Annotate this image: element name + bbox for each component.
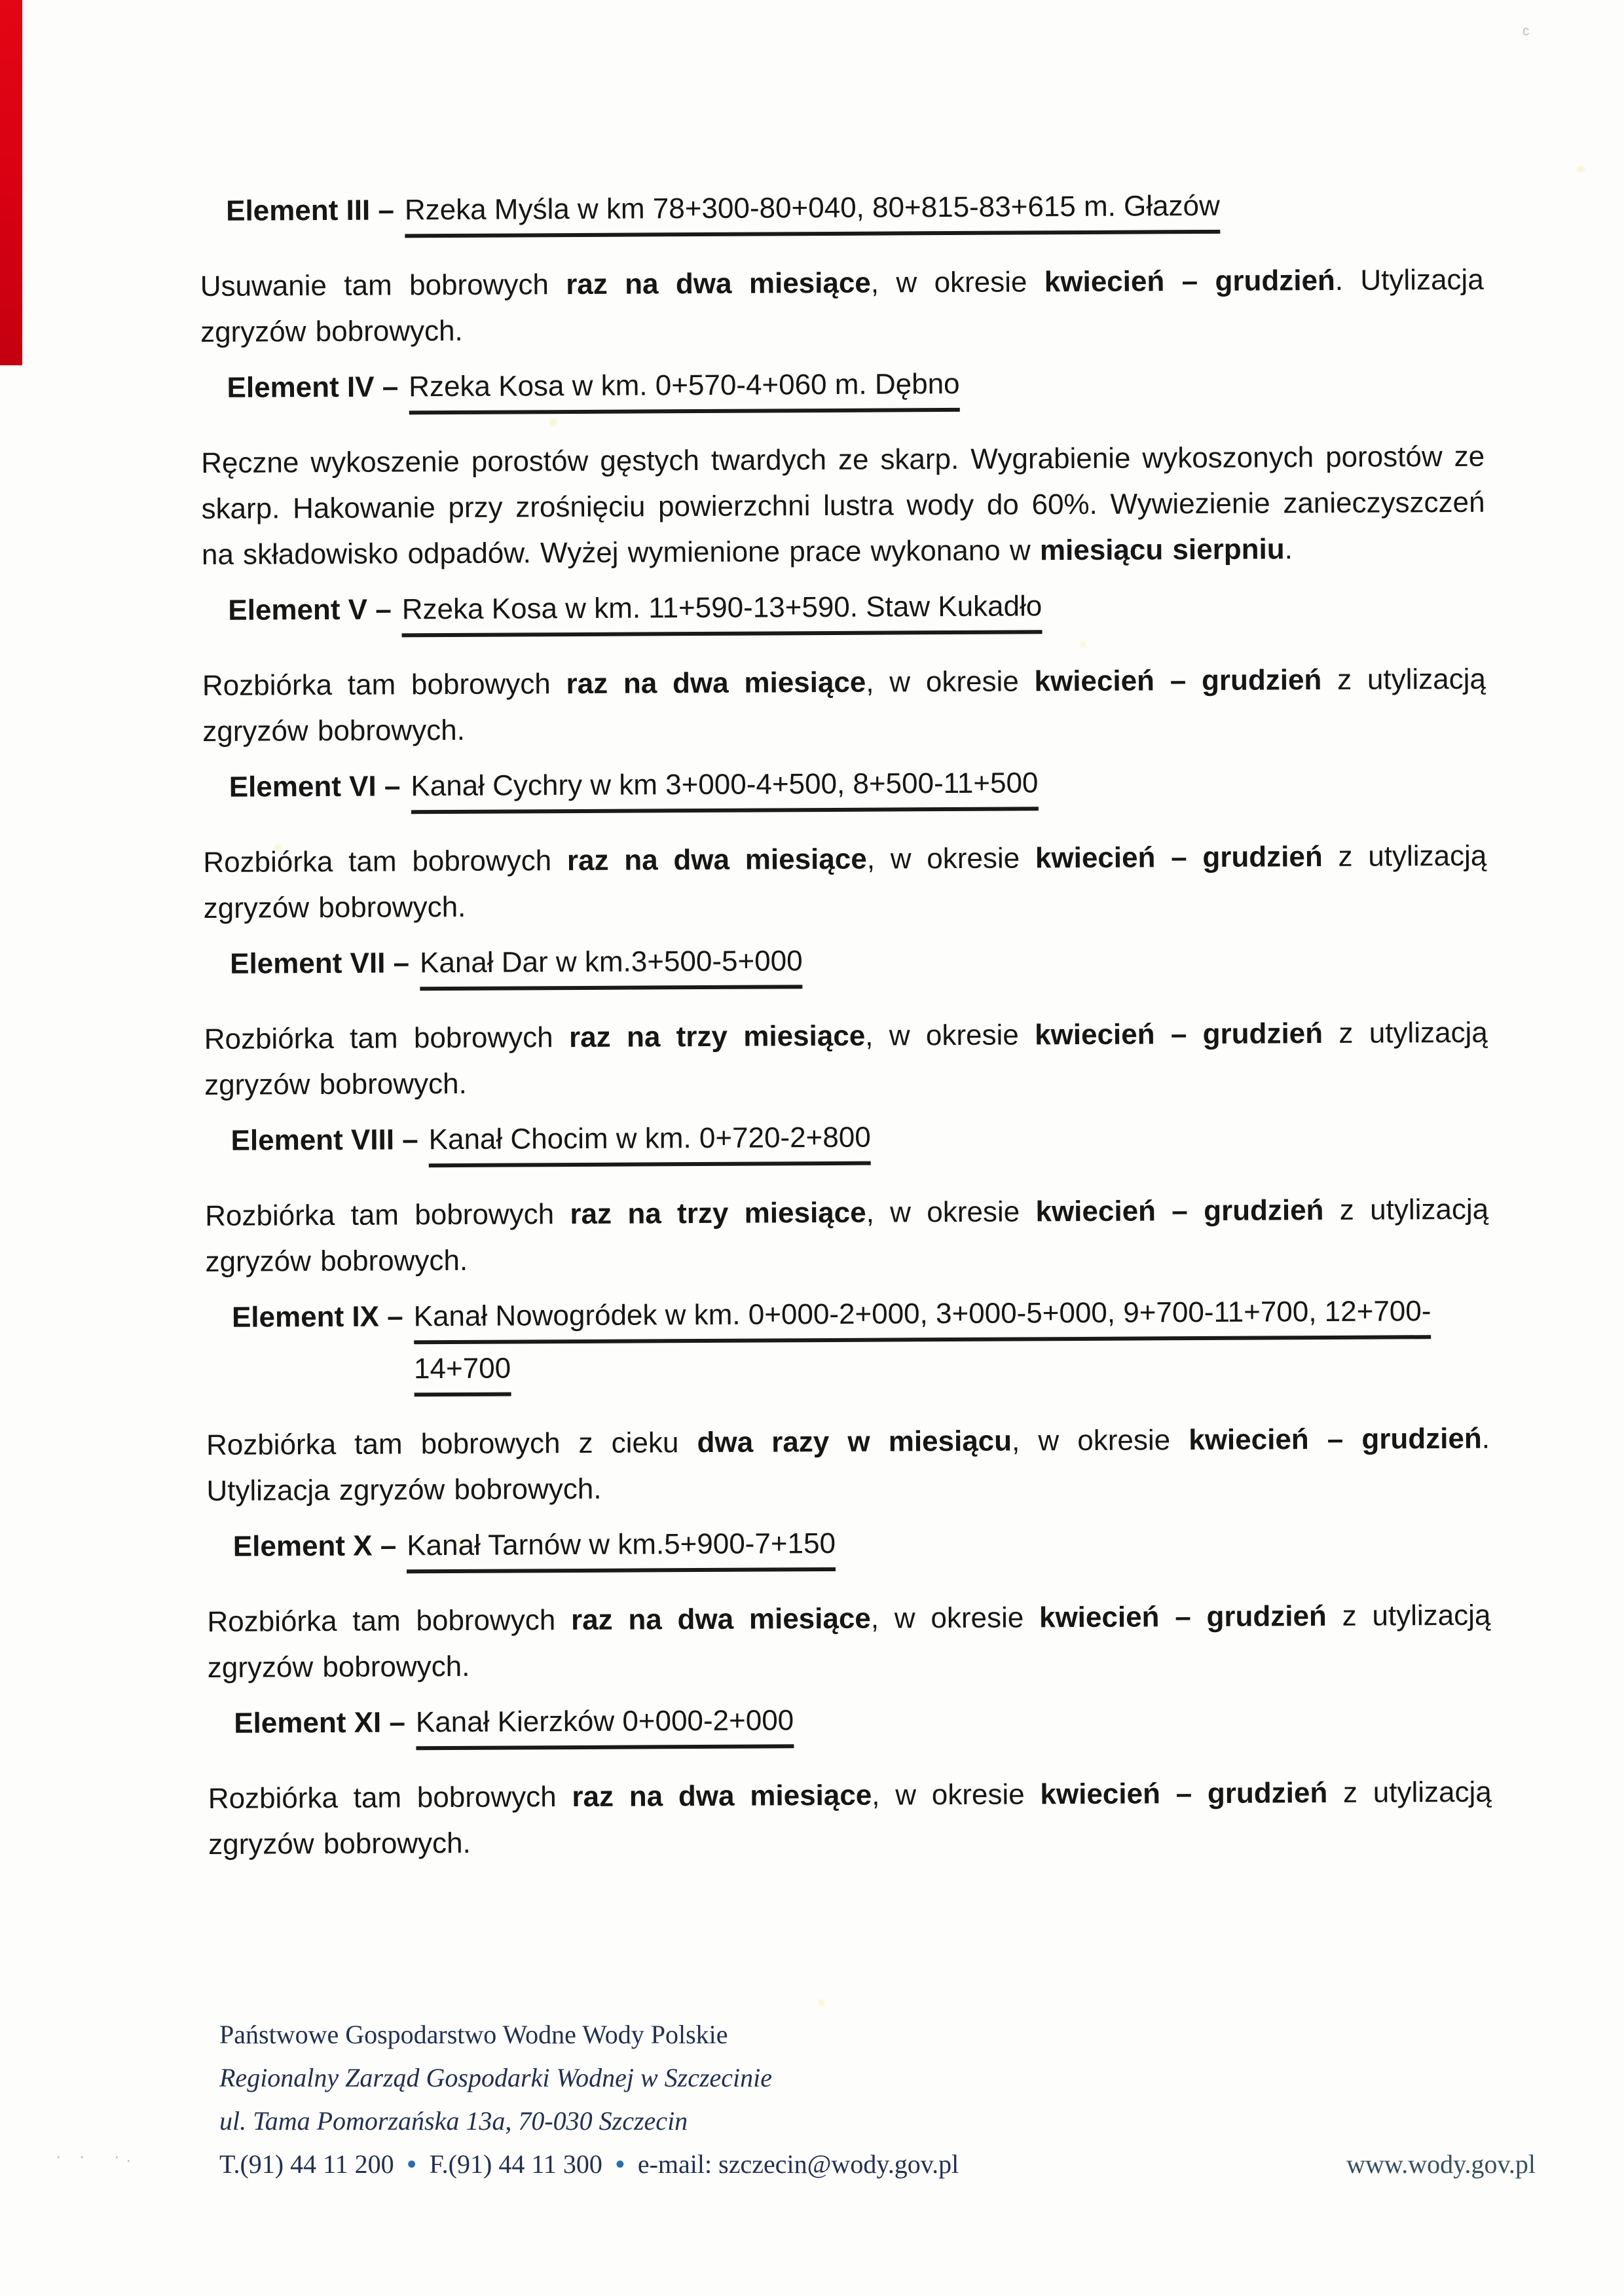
footer-fax: F.(91) 44 11 300 (429, 2149, 602, 2179)
element-title (407, 1525, 836, 1573)
footer-email: e-mail: szczecin@wody.gov.pl (637, 2149, 959, 2179)
element-heading (228, 586, 1485, 638)
element-heading (226, 187, 1483, 239)
bullet-separator-icon: • (407, 2149, 416, 2179)
element-label: Element VI – (229, 770, 401, 803)
element-section (207, 1522, 1491, 1691)
element-title (414, 1293, 1432, 1396)
element-title-line1: Kanał Tarnów w km.5+900-7+150 (407, 1525, 836, 1573)
scan-red-binder-stripe (0, 0, 22, 365)
element-heading (232, 1293, 1490, 1398)
element-paragraph: Rozbiórka tam bobrowych raz na dwa miesiące, w okresie kwiecień – grudzień z utylizacją zgryzów bobrowych. (208, 1776, 1492, 1861)
element-section (206, 1293, 1490, 1514)
element-label: Element V – (228, 593, 392, 627)
footer-address: ul. Tama Pomorzańska 13a, 70-030 Szczecin (219, 2106, 688, 2136)
element-paragraph: Rozbiórka tam bobrowych raz na dwa miesiące, w okresie kwiecień – grudzień z utylizacją zgryzów bobrowych. (203, 839, 1487, 924)
element-title (420, 943, 803, 991)
element-section (204, 1116, 1488, 1285)
element-paragraph: Ręczne wykoszenie porostów gęstych twardych ze skarp. Wygrabienie wykoszonych porostów ze skarp. Hakowanie przy zrośnięciu powierzchni lustra wody do 60%. Wywiezienie zanieczyszczeń na składowisko odpadów. Wyżej wymienione prace wykonano w miesiącu sierpniu. (201, 440, 1485, 571)
element-heading (227, 363, 1484, 416)
scan-speckle (819, 2000, 824, 2006)
footer-website: www.wody.gov.pl (1346, 2149, 1536, 2179)
element-heading (234, 1699, 1491, 1751)
element-title (429, 1120, 871, 1168)
footer-organization: Państwowe Gospodarstwo Wodne Wody Polskie (219, 2020, 728, 2049)
element-title-line1: Kanał Cychry w km 3+000-4+500, 8+500-11+500 (411, 765, 1038, 814)
element-section (204, 939, 1488, 1108)
element-title-line1: Rzeka Myśla w km 78+300-80+040, 80+815-83+615 m. Głazów (405, 188, 1220, 238)
element-paragraph: Rozbiórka tam bobrowych raz na trzy miesiące, w okresie kwiecień – grudzień z utylizacją zgryzów bobrowych. (204, 1016, 1488, 1101)
element-title-line1: Rzeka Kosa w km. 11+590-13+590. Staw Kukadło (402, 588, 1043, 637)
scan-speckle (1577, 167, 1585, 172)
element-title (409, 366, 960, 414)
element-title (402, 588, 1043, 637)
element-heading (233, 1522, 1490, 1575)
element-title-line1: Kanał Dar w km.3+500-5+000 (420, 943, 803, 991)
element-paragraph: Rozbiórka tam bobrowych raz na trzy miesiące, w okresie kwiecień – grudzień z utylizacją zgryzów bobrowych. (205, 1193, 1489, 1278)
element-title-line1: Kanał Kierzków 0+000-2+000 (416, 1702, 794, 1750)
element-title-line1: Rzeka Kosa w km. 0+570-4+060 m. Dębno (409, 366, 960, 414)
scan-artifact-mark: ᶜ (1522, 23, 1536, 45)
bullet-separator-icon: • (615, 2149, 625, 2179)
element-title-line1: Kanał Chocim w km. 0+720-2+800 (429, 1120, 871, 1168)
element-section (202, 586, 1486, 755)
element-label: Element III – (226, 194, 395, 227)
footer-division: Regionalny Zarząd Gospodarki Wodnej w Szczecinie (219, 2063, 773, 2092)
element-label: Element IV – (227, 371, 399, 404)
element-heading (229, 763, 1486, 815)
element-section (203, 763, 1487, 932)
element-label: Element VIII – (231, 1123, 418, 1157)
letterhead-footer (219, 2013, 1536, 2186)
element-paragraph: Rozbiórka tam bobrowych raz na dwa miesiące, w okresie kwiecień – grudzień z utylizacją zgryzów bobrowych. (207, 1599, 1491, 1684)
scan-artifact-dots: · · ·. (56, 2146, 138, 2166)
element-heading (230, 939, 1487, 992)
element-title-line1: Kanał Nowogródek w km. 0+000-2+000, 3+000-5+000, 9+700-11+700, 12+700- (414, 1293, 1431, 1344)
document-body (200, 187, 1492, 1882)
element-paragraph: Rozbiórka tam bobrowych raz na dwa miesiące, w okresie kwiecień – grudzień z utylizacją zgryzów bobrowych. (202, 663, 1486, 748)
element-paragraph: Usuwanie tam bobrowych raz na dwa miesiące, w okresie kwiecień – grudzień. Utylizacja zgryzów bobrowych. (200, 263, 1484, 348)
element-title-line2: 14+700 (414, 1351, 511, 1397)
element-label: Element XI – (234, 1706, 406, 1740)
element-title (416, 1702, 794, 1750)
element-section (208, 1699, 1492, 1868)
element-title (411, 765, 1038, 814)
element-paragraph: Rozbiórka tam bobrowych z cieku dwa razy w miesiącu, w okresie kwiecień – grudzień. Utylizacja zgryzów bobrowych. (206, 1422, 1490, 1507)
element-title (405, 188, 1220, 238)
footer-contact-line (219, 2143, 959, 2186)
element-label: Element IX – (231, 1300, 403, 1334)
element-section (200, 363, 1485, 578)
element-label: Element X – (232, 1529, 397, 1563)
element-heading (231, 1116, 1488, 1169)
element-label: Element VII – (230, 947, 410, 980)
element-section (200, 187, 1484, 355)
footer-phone: T.(91) 44 11 200 (219, 2149, 394, 2179)
